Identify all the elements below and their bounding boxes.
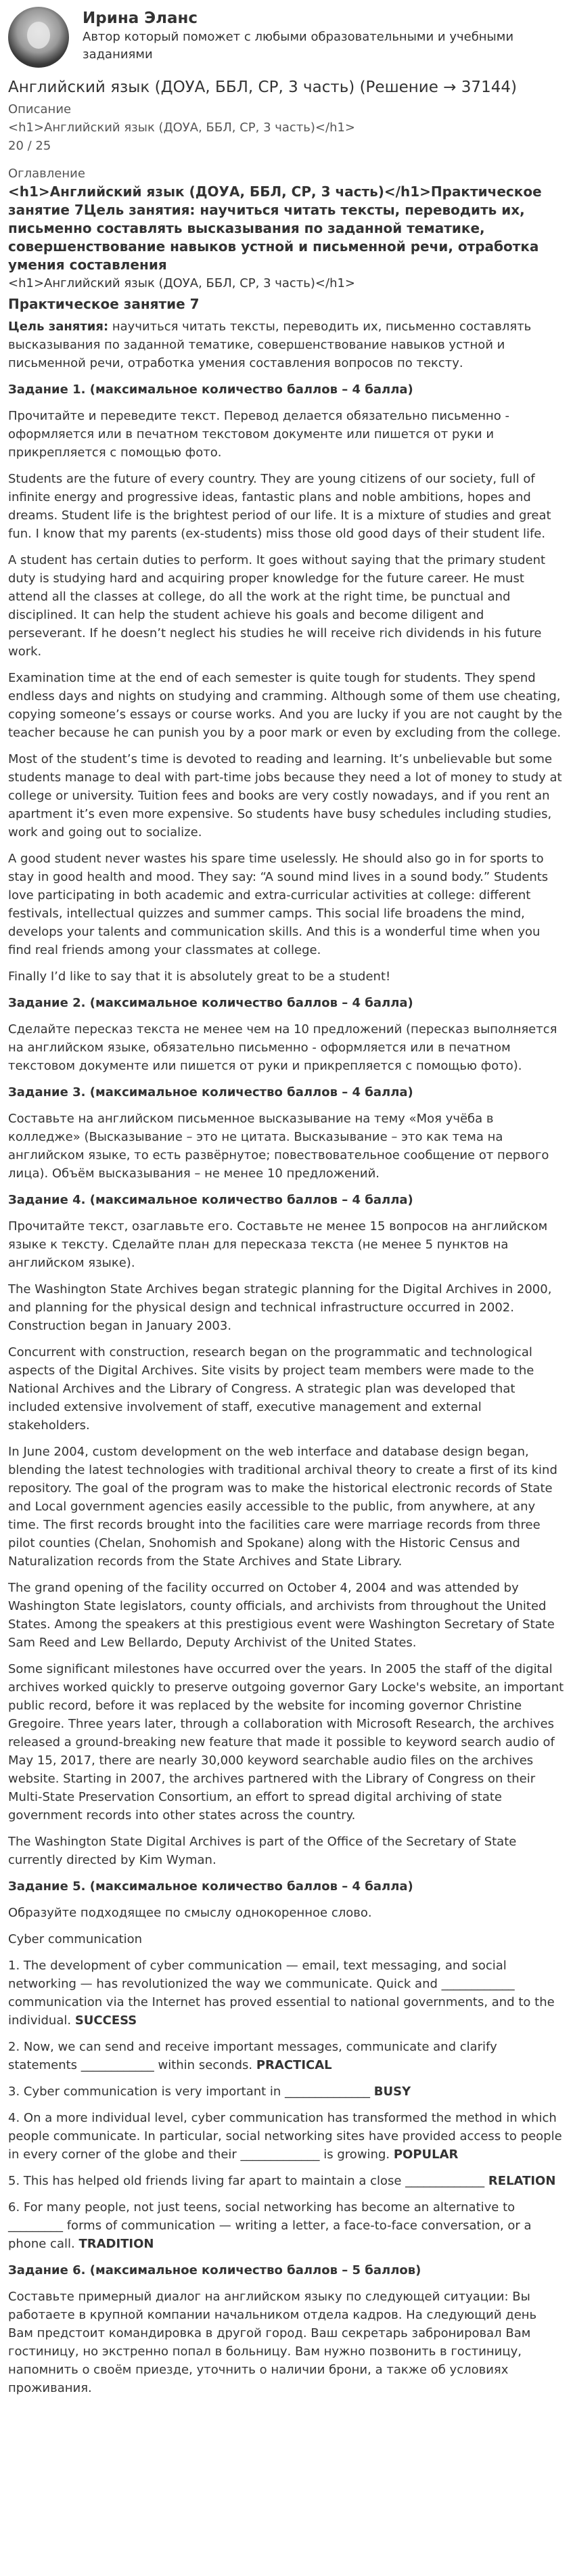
exercise-item: 4. On a more individual level, cyber communication has transformed the method in which people communicate. In particular, social networking sites have provided access to people in every corner of the globe and their _____________ is growing. POPULAR [8, 2111, 562, 2162]
exercise-item: 5. This has helped old friends living far apart to maintain a close _____________ RELATION [8, 2174, 556, 2188]
exercise-item: 3. Cyber communication is very important in ______________ BUSY [8, 2084, 411, 2099]
task-5-heading: Задание 5. (максимальное количество баллов – 4 балла) [8, 1879, 413, 1894]
text-paragraph: Students are the future of every country. They are young citizens of our society, full of infinite energy and progressive ideas, fantastic plans and noble ambitions, hopes and dreams. Student life is the brightest period of our life. It is a mixture of studies and great fun. I know that my parents (ex-students) miss those old good days of their student life. [8, 472, 551, 541]
exercise-item: 1. The development of cyber communication — email, text messaging, and social networking — has revolutionized the way we communicate. Quick and ____________ communication via the Internet has proved essential to national governments, and to the individual. SUCCESS [8, 1959, 555, 2028]
toc-label: Оглавление [8, 167, 85, 181]
lesson-goal [8, 318, 565, 372]
text-paragraph: The grand opening of the facility occurred on October 4, 2004 and was attended by Washington State legislators, county officials, and archivists from throughout the United States. Among the speakers at this prestigious event were Washington Secretary of State Sam Reed and Lew Bellardo, Deputy Archivist of the United States. [8, 1581, 555, 1650]
author-description: Автор который поможет с любыми образовательными и учебными заданиями [83, 30, 514, 62]
task-6-instruction: Составьте примерный диалог на английском языку по следующей ситуации: Вы работаете в крупной компании начальником отдела кадров. На следующий день Вам предстоит командировка в другой город. Ваш секретарь забронировал Вам гостиницу, но экстренно попал в больницу. Вам нужно позвонить в гостиницу, напомнить о своём приезде, уточнить о наличии брони, а также об условиях проживания. [8, 2290, 537, 2395]
target-word: PRACTICAL [256, 2058, 332, 2072]
target-word: BUSY [373, 2084, 411, 2099]
author-card [8, 0, 565, 72]
text-paragraph: A good student never wastes his spare time uselessly. He should also go in for sports to stay in good health and mood. They say: “A sound mind lives in a sound body.” Students love participating in both academic and extra-curricular activities at college: different festivals, intellectual quizzes and summer camps. This social life broadens the mind, develops your talents and communication skills. And this is a wonderful time when you find real friends among your classmates at college. [8, 852, 549, 957]
target-word: POPULAR [393, 2147, 459, 2162]
goal-text: научиться читать тексты, переводить их, письменно составлять высказывания по заданной тематике, совершенствование навыков устной и письменной речи, отработка умения составления вопросов по тексту. [8, 320, 532, 370]
text-paragraph: Some significant milestones have occurred over the years. In 2005 the staff of the digital archives worked quickly to preserve outgoing governor Gary Locke's website, an important public record, before it was replaced by the website for incoming governor Christine Gregoire. Three years later, through a collaboration with Microsoft Research, the archives released a ground-breaking new feature that made it possible to keyword search audio of May 15, 2017, there are nearly 30,000 keyword searchable audio files on the archives website. Starting in 2007, the archives partnered with the Library of Congress on their Multi-State Preservation Consortium, an effort to spread digital archiving of state government records into other states across the country. [8, 1662, 564, 1822]
lesson-heading: Практическое занятие 7 [8, 296, 200, 312]
task-2-heading: Задание 2. (максимальное количество баллов – 4 балла) [8, 996, 413, 1010]
target-word: TRADITION [78, 2237, 154, 2251]
page-counter: 20 / 25 [8, 139, 51, 153]
task-3-instruction: Составьте на английском письменное высказывание на тему «Моя учёба в колледже» (Высказывание – это не цитата. Высказывание – это как тема на английском языке, то есть развёрнутое; повествовательное сообщение от первого лица). Объём высказывания – не менее 10 предложений. [8, 1112, 549, 1181]
task-4-heading: Задание 4. (максимальное количество баллов – 4 балла) [8, 1193, 413, 1207]
target-word: SUCCESS [74, 2013, 137, 2028]
goal-label: Цель занятия: [8, 320, 109, 334]
text-paragraph: The Washington State Archives began strategic planning for the Digital Archives in 2000, and planning for the physical design and technical infrastructure occurred in 2002. Construction began in January 2003. [8, 1282, 552, 1333]
text-paragraph: In June 2004, custom development on the web interface and database design began, blending the latest technologies with traditional archival theory to create a first of its kind repository. The goal of the program was to make the historical electronic records of State and Local government agencies easily accessible to the public, from anywhere, at any time. The first records brought into the facilities care were marriage records from three pilot counties (Chelan, Snohomish and Spokane) along with the Historic Census and Naturalization records from the State Archives and State Library. [8, 1445, 557, 1569]
task-1-instruction: Прочитайте и переведите текст. Перевод делается обязательно письменно - оформляется или в печатном текстовом документе или пишется от руки и прикрепляется с помощью фото. [8, 409, 509, 460]
author-info [83, 7, 515, 64]
target-word: RELATION [488, 2174, 556, 2188]
exercise-item: 6. For many people, not just teens, social networking has become an alternative to _________ forms of communication — writing a letter, a face-to-face conversation, or a phone call. TRADITION [8, 2200, 532, 2251]
toc-heading: <h1>Английский язык (ДОУА, ББЛ, СР, 3 часть)</h1>Практическое занятие 7Цель занятия: научиться читать тексты, переводить их, письменно составлять высказывания по заданной тематике, совершенствование навыков устной и письменной речи, отработка умения составления [8, 183, 542, 273]
toc-raw-heading: <h1>Английский язык (ДОУА, ББЛ, СР, 3 часть)</h1> [8, 276, 356, 290]
page-title: Английский язык (ДОУА, ББЛ, СР, 3 часть) (Решение → 37144) [8, 79, 517, 96]
description-label: Описание [8, 102, 72, 116]
task-1-heading: Задание 1. (максимальное количество баллов – 4 балла) [8, 383, 413, 397]
text-paragraph: Concurrent with construction, research began on the programmatic and technological aspects of the Digital Archives. Site visits by project team members were made to the National Archives and the Library of Congress. A strategic plan was developed that included extensive involvement of staff, executive management and external stakeholders. [8, 1345, 534, 1433]
task-4-instruction: Прочитайте текст, озаглавьте его. Составьте не менее 15 вопросов на английском языке к тексту. Сделайте план для пересказа текста (не менее 5 пунктов на английском языке). [8, 1219, 548, 1270]
description-value: <h1>Английский язык (ДОУА, ББЛ, СР, 3 часть)</h1> [8, 121, 356, 135]
task-3-heading: Задание 3. (максимальное количество баллов – 4 балла) [8, 1085, 413, 1099]
author-avatar[interactable] [8, 7, 69, 68]
author-name[interactable]: Ирина Эланс [83, 9, 198, 27]
text-paragraph: Most of the student’s time is devoted to reading and learning. It’s unbelievable but some students manage to deal with part-time jobs because they need a lot of money to study at college or university. Tuition fees and books are very costly nowadays, and if you rent an apartment it’s even more expensive. So students have busy schedules including studies, work and going out to socialize. [8, 752, 562, 839]
text-paragraph: Examination time at the end of each semester is quite tough for students. They spend endless days and nights on studying and cramming. Although some of them use cheating, copying someone’s essays or course works. And you are lucky if you are not caught by the teacher because he can punish you by a poor mark or even by excluding from the college. [8, 671, 563, 740]
text-paragraph: A student has certain duties to perform. It goes without saying that the primary student duty is studying hard and acquiring proper knowledge for the future career. He must attend all the classes at college, do all the work at the right time, be punctual and disciplined. It can help the student achieve his goals and become diligent and perseverant. If he doesn’t neglect his studies he will receive rich dividends in his future work. [8, 553, 546, 659]
task-6-heading: Задание 6. (максимальное количество баллов – 5 баллов) [8, 2263, 421, 2277]
text-paragraph: The Washington State Digital Archives is part of the Office of the Secretary of State currently directed by Kim Wyman. [8, 1835, 517, 1867]
text-paragraph: Finally I’d like to say that it is absolutely great to be a student! [8, 969, 391, 984]
task-5-topic: Cyber communication [8, 1932, 143, 1946]
task-2-instruction: Сделайте пересказ текста не менее чем на 10 предложений (пересказ выполняется на английском языке, обязательно письменно - оформляется или в печатном текстовом документе или пишется от руки и прикрепляется с помощью фото). [8, 1022, 557, 1073]
task-5-instruction: Образуйте подходящее по смыслу однокоренное слово. [8, 1906, 372, 1920]
exercise-item: 2. Now, we can send and receive important messages, communicate and clarify statements ____________ within seconds. PRACTICAL [8, 2040, 497, 2072]
